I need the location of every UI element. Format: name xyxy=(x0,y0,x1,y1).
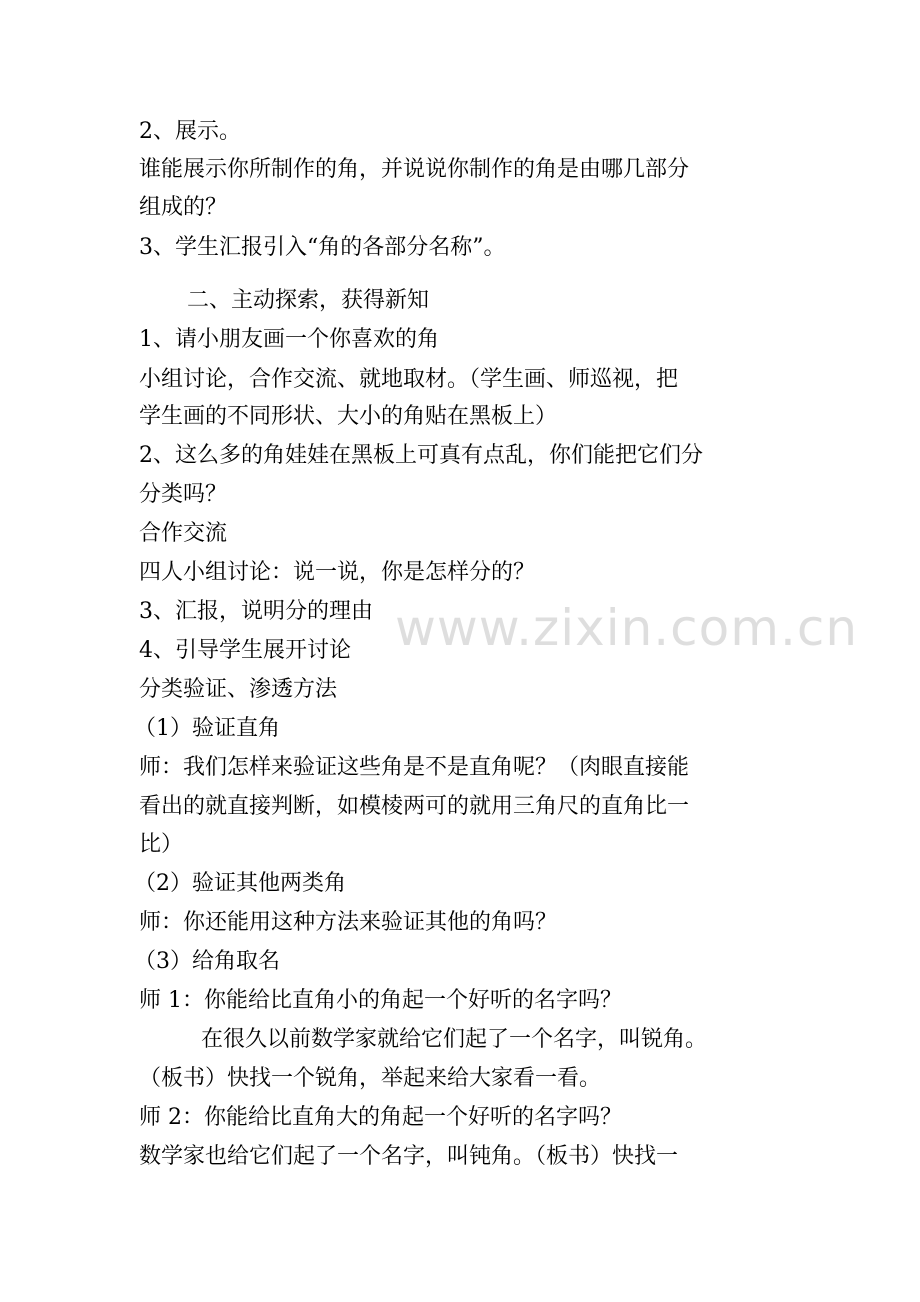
text-line: 3、学生汇报引入“角的各部分名称”。 xyxy=(139,235,506,260)
text-line: 师：你还能用这种方法来验证其他的角吗？ xyxy=(139,910,558,935)
text-line: 2、这么多的角娃娃在黑板上可真有点乱，你们能把它们分 xyxy=(139,443,703,468)
text-line: 师：我们怎样来验证这些角是不是直角呢？（肉眼直接能 xyxy=(139,755,690,780)
text-line: 四人小组讨论：说一说，你是怎样分的？ xyxy=(139,560,536,585)
text-line: 小组讨论，合作交流、就地取材。（学生画、师巡视，把 xyxy=(139,367,679,392)
text-line: 师 1：你能给比直角小的角起一个好听的名字吗？ xyxy=(139,988,622,1013)
text-line: 组成的？ xyxy=(139,195,228,220)
text-line: （2）验证其他两类角 xyxy=(134,871,346,896)
text-line: （1）验证直角 xyxy=(134,716,280,741)
watermark: www.zixin.com.cn xyxy=(395,599,859,657)
text-line: 谁能展示你所制作的角，并说说你制作的角是由哪几部分 xyxy=(139,157,690,182)
text-line: （板书）快找一个锐角，举起来给大家看一看。 xyxy=(139,1066,602,1091)
text-line: 师 2：你能给比直角大的角起一个好听的名字吗？ xyxy=(139,1105,622,1130)
text-line: 学生画的不同形状、大小的角贴在黑板上） xyxy=(139,404,558,429)
text-line: 在很久以前数学家就给它们起了一个名字，叫锐角。 xyxy=(201,1027,708,1052)
text-line: 2、展示。 xyxy=(139,119,241,144)
text-line: 分类吗？ xyxy=(139,482,228,507)
text-line: 数学家也给它们起了一个名字，叫钝角。（板书）快找一 xyxy=(139,1144,679,1169)
text-line: 1、请小朋友画一个你喜欢的角 xyxy=(139,327,439,352)
text-line: 分类验证、渗透方法 xyxy=(139,677,338,702)
text-line: 合作交流 xyxy=(139,521,228,546)
text-line: 看出的就直接判断，如模棱两可的就用三角尺的直角比一 xyxy=(139,794,690,819)
section-heading: 二、主动探索，获得新知 xyxy=(187,288,430,313)
text-line: 4、引导学生展开讨论 xyxy=(139,638,351,663)
text-line: 3、汇报，说明分的理由 xyxy=(139,599,373,624)
text-line: （3）给角取名 xyxy=(134,949,280,974)
text-line: 比） xyxy=(139,832,184,857)
